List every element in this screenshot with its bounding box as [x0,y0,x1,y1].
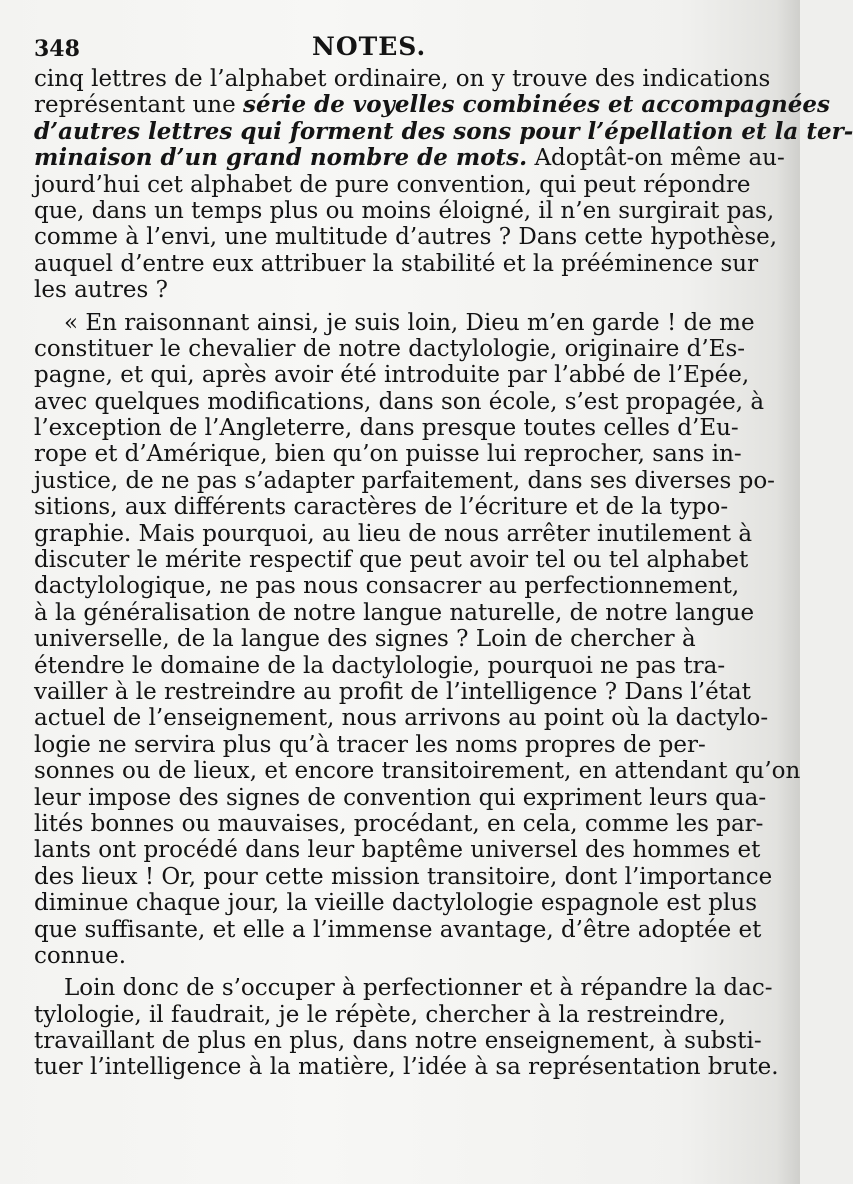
text-line: étendre le domaine de la dactylologie, pourquoi ne pas tra- [34,652,726,679]
text-line: pagne, et qui, après avoir été introduite par l’abbé de l’Epée, [34,362,750,389]
text-line: lités bonnes ou mauvaises, procédant, en cela, comme les par- [34,810,764,837]
page-number: 348 [34,36,80,62]
text-line [34,117,853,145]
italic-span: minaison d’un grand nombre de mots. [34,144,528,172]
text-line: rope et d’Amérique, bien qu’on puisse lui reprocher, sans in- [34,441,742,468]
text-line: jourd’hui cet alphabet de pure convention, qui peut répondre [34,171,751,198]
text-line: sitions, aux différents caractères de l’écriture et de la typo- [34,494,729,521]
italic-span: série de voyelles combinées et accompagnées [243,91,830,119]
text-line: tylologie, il faudrait, je le répète, chercher à la restreindre, [34,1001,726,1028]
text-line: dactylologique, ne pas nous consacrer au perfectionnement, [34,573,740,600]
text-line: à la généralisation de notre langue naturelle, de notre langue [34,599,755,626]
paragraph-2 [34,309,801,970]
text-line: graphie. Mais pourquoi, au lieu de nous arrêter inutilement à [34,520,753,547]
text-line: que, dans un temps plus ou moins éloigné, il n’en surgirait pas, [34,197,775,224]
text-span: Adoptât-on même au- [527,145,785,172]
text-line: tuer l’intelligence à la matière, l’idée à sa représentation brute. [34,1054,779,1081]
text-line: que suffisante, et elle a l’immense avantage, d’être adoptée et [34,916,762,943]
text-line: comme à l’envi, une multitude d’autres ? Dans cette hypothèse, [34,224,778,251]
text-line: sonnes ou de lieux, et encore transitoirement, en attendant qu’on [34,758,801,785]
text-line: universelle, de la langue des signes ? Loin de chercher à [34,626,696,653]
text-line: auquel d’entre eux attribuer la stabilité et la prééminence sur [34,250,759,277]
text-line: travaillant de plus en plus, dans notre enseignement, à substi- [34,1028,762,1055]
page-header [34,30,684,64]
text-line: vailler à le restreindre au profit de l’intelligence ? Dans l’état [34,678,751,705]
text-line: discuter le mérite respectif que peut avoir tel ou tel alphabet [34,547,749,574]
text-line: logie ne servira plus qu’à tracer les noms propres de per- [34,731,706,758]
text-line: leur impose des signes de convention qui expriment leurs qua- [34,784,767,811]
text-line: lants ont procédé dans leur baptême universel des hommes et [34,837,761,864]
text-line: constituer le chevalier de notre dactylologie, originaire d’Es- [34,335,746,362]
running-title: NOTES. [312,32,427,61]
text-line: « En raisonnant ainsi, je suis loin, Dieu m’en garde ! de me [64,309,755,336]
body-text [34,66,853,1087]
text-line [34,144,785,172]
text-line: diminue chaque jour, la vieille dactylologie espagnole est plus [34,890,758,917]
text-span: représentant une [34,92,244,119]
italic-span: d’autres lettres qui forment des sons pour l’épellation et la ter- [34,117,853,145]
text-line: les autres ? [34,277,168,304]
text-line: actuel de l’enseignement, nous arrivons au point où la dactylo- [34,705,769,732]
text-line: connue. [34,942,127,969]
text-line [34,91,830,119]
text-line: des lieux ! Or, pour cette mission transitoire, dont l’importance [34,863,773,890]
text-line: cinq lettres de l’alphabet ordinaire, on y trouve des indications [34,66,771,92]
text-line: l’exception de l’Angleterre, dans presque toutes celles d’Eu- [34,415,739,442]
paragraph-3 [34,975,779,1081]
paragraph-1 [34,66,853,304]
text-line: justice, de ne pas s’adapter parfaitement, dans ses diverses po- [34,467,775,494]
text-line: avec quelques modifications, dans son école, s’est propagée, à [34,388,765,415]
text-line: Loin donc de s’occuper à perfectionner et à répandre la dac- [64,975,773,1002]
